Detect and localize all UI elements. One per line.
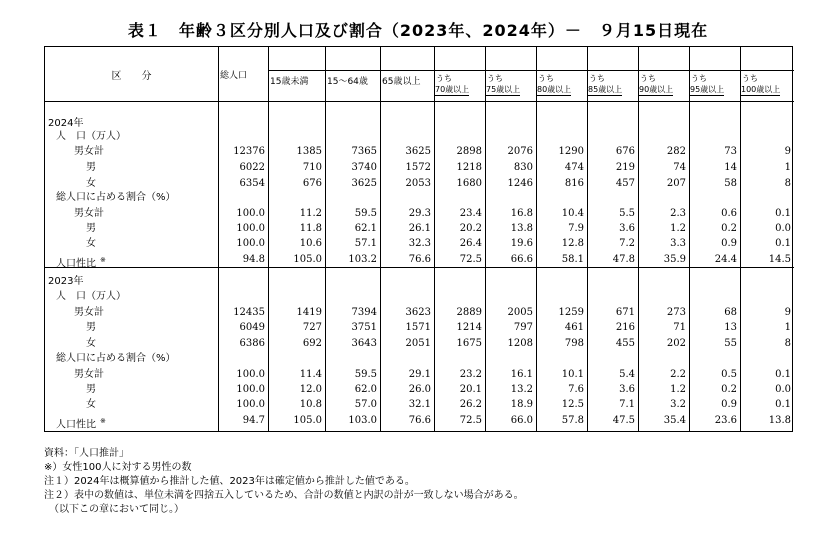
table-cell: 457 [615,178,635,189]
table-cell: 6354 [239,178,265,189]
table-cell: 12.0 [299,384,322,395]
table-cell: 1385 [296,146,322,157]
table-cell: 7365 [351,146,377,157]
table-cell: 0.1 [775,399,791,410]
table-cell: 103.0 [348,415,377,426]
note-line: 資料：「人口推計」 [44,448,129,459]
table-cell: 0.9 [721,238,737,249]
row-label-text: 男女計 [74,307,104,318]
row-label-text: 男女計 [74,146,104,157]
table-cell: 58 [724,178,737,189]
table-cell: 9 [784,146,791,157]
note-mark: ※ [100,417,106,425]
header-sub-divider [268,70,794,71]
table-cell: 3751 [351,322,377,333]
header-col-1: 15歳未満 [270,77,309,87]
row-label [56,353,176,365]
row-label [56,415,106,431]
header-col-6-prefix: うち [538,74,554,83]
table-cell: 3740 [351,162,377,173]
table-cell: 11.8 [299,223,322,234]
table-cell: 1571 [405,322,431,333]
table-cell: 3643 [351,338,377,349]
table-cell: 62.1 [354,223,377,234]
table-cell: 10.8 [299,399,322,410]
table-cell: 671 [615,307,635,318]
table-cell: 0.1 [775,369,791,380]
population-table [44,46,793,432]
table-cell: 11.4 [299,369,322,380]
row-label-text: 人 口（万人） [56,131,126,142]
table-cell: 219 [615,162,635,173]
table-cell: 26.2 [459,399,482,410]
row-label-text: 女 [86,399,96,410]
table-cell: 26.1 [408,223,431,234]
table-cell: 19.6 [510,238,533,249]
header-divider [45,101,794,102]
section-divider [45,267,794,268]
table-cell: 29.3 [408,208,431,219]
header-col-label: 70歳以上 [435,85,470,94]
header-col-10-prefix: うち [742,74,758,83]
table-cell: 3625 [405,146,431,157]
table-cell: 9 [784,307,791,318]
table-cell: 1290 [558,146,584,157]
table-cell: 5.4 [619,369,635,380]
table-cell: 35.9 [663,254,686,265]
table-cell: 7.1 [619,399,635,410]
table-cell: 3.6 [619,384,635,395]
row-label [86,338,96,350]
row-label-text: 女 [86,178,96,189]
table-cell: 2898 [456,146,482,157]
header-col-0: 総人口 [220,71,248,81]
table-cell: 273 [666,307,686,318]
table-cell: 100.0 [236,384,265,395]
table-cell: 1572 [405,162,431,173]
table-cell: 20.2 [459,223,482,234]
header-col-10 [741,85,780,96]
table-cell: 3.6 [619,223,635,234]
table-cell: 13.8 [510,223,533,234]
row-label [56,254,106,270]
table-cell: 797 [513,322,533,333]
row-label-text: 人口性比 [56,258,96,270]
table-cell: 59.5 [354,208,377,219]
table-cell: 202 [666,338,686,349]
table-cell: 57.0 [354,399,377,410]
header-col-label: 90歳以上 [639,85,674,94]
table-cell: 2.3 [670,208,686,219]
row-label [86,384,96,396]
header-col-5-prefix: うち [487,74,503,83]
table-cell: 47.8 [612,254,635,265]
table-cell: 66.6 [510,254,533,265]
header-col-9 [690,85,724,96]
table-cell: 3.3 [670,238,686,249]
row-label-text: 女 [86,338,96,349]
table-cell: 13 [724,322,737,333]
table-cell: 0.0 [775,384,791,395]
table-cell: 24.4 [714,254,737,265]
table-cell: 2005 [507,307,533,318]
table-cell: 26.0 [408,384,431,395]
table-cell: 2051 [405,338,431,349]
table-cell: 55 [724,338,737,349]
table-cell: 1 [784,162,791,173]
row-label-text: 人口性比 [56,419,96,431]
table-cell: 1.2 [670,223,686,234]
row-label [74,146,104,158]
header-col-2: 15～64歳 [327,77,368,87]
table-cell: 74 [673,162,686,173]
table-cell: 676 [615,146,635,157]
table-cell: 0.2 [721,384,737,395]
table-cell: 20.1 [459,384,482,395]
table-cell: 57.8 [561,415,584,426]
row-label [48,276,83,288]
table-cell: 57.1 [354,238,377,249]
row-label [86,238,96,250]
table-cell: 8 [784,178,791,189]
table-cell: 11.2 [299,208,322,219]
table-cell: 76.6 [408,415,431,426]
row-label-text: 総人口に占める割合（%） [56,192,176,203]
table-cell: 16.8 [510,208,533,219]
table-cell: 676 [302,178,322,189]
note-line: 注１）2024年は概算値から推計した値、2023年は確定値から推計した値である。 [44,476,415,487]
table-cell: 8 [784,338,791,349]
table-cell: 1.2 [670,384,686,395]
table-cell: 5.5 [619,208,635,219]
table-cell: 12.8 [561,238,584,249]
table-cell: 1259 [558,307,584,318]
row-label-text: 男 [86,162,96,173]
table-cell: 71 [673,322,686,333]
table-cell: 0.1 [775,238,791,249]
table-cell: 3625 [351,178,377,189]
table-cell: 692 [302,338,322,349]
row-label [56,131,126,143]
table-cell: 14 [724,162,737,173]
table-cell: 1214 [456,322,482,333]
table-cell: 29.1 [408,369,431,380]
table-cell: 72.5 [459,415,482,426]
table-cell: 216 [615,322,635,333]
table-cell: 0.6 [721,208,737,219]
header-col-5 [486,85,520,96]
table-cell: 12.5 [561,399,584,410]
table-cell: 13.2 [510,384,533,395]
table-cell: 94.8 [242,254,265,265]
table-cell: 455 [615,338,635,349]
table-cell: 798 [564,338,584,349]
header-col-label: 100歳以上 [741,85,781,94]
table-cell: 0.2 [721,223,737,234]
row-label-text: 人 口（万人） [56,291,126,302]
table-cell: 1680 [456,178,482,189]
table-notes [44,447,524,517]
table-cell: 710 [302,162,322,173]
table-cell: 1218 [456,162,482,173]
table-cell: 3.2 [670,399,686,410]
table-cell: 100.0 [236,369,265,380]
table-cell: 207 [666,178,686,189]
table-cell: 0.1 [775,208,791,219]
row-label [74,369,104,381]
row-label-text: 男 [86,384,96,395]
table-cell: 23.6 [714,415,737,426]
header-col-label: 95歳以上 [690,85,725,94]
table-cell: 7.6 [568,384,584,395]
table-cell: 100.0 [236,208,265,219]
header-col-3: 65歳以上 [382,77,421,87]
table-cell: 10.1 [561,369,584,380]
table-cell: 0.9 [721,399,737,410]
table-cell: 7.2 [619,238,635,249]
row-label-text: 男 [86,223,96,234]
table-cell: 35.4 [663,415,686,426]
header-col-7-prefix: うち [589,74,605,83]
table-cell: 18.9 [510,399,533,410]
table-cell: 1419 [296,307,322,318]
row-label [74,307,104,319]
table-cell: 76.6 [408,254,431,265]
table-cell: 2.2 [670,369,686,380]
header-col-4-prefix: うち [436,74,452,83]
table-cell: 10.4 [561,208,584,219]
table-cell: 727 [302,322,322,333]
table-cell: 1 [784,322,791,333]
table-cell: 474 [564,162,584,173]
row-label-text: 2024年 [48,118,84,129]
table-cell: 461 [564,322,584,333]
table-cell: 103.2 [348,254,377,265]
table-cell: 7.9 [568,223,584,234]
table-cell: 62.0 [354,384,377,395]
note-line: ※）女性100人に対する男性の数 [44,462,192,473]
table-cell: 23.2 [459,369,482,380]
row-label-text: 2023年 [48,276,84,287]
table-cell: 830 [513,162,533,173]
table-cell: 13.8 [768,415,791,426]
table-cell: 10.6 [299,238,322,249]
header-col-label: 80歳以上 [537,85,572,94]
table-cell: 105.0 [293,254,322,265]
table-cell: 2889 [456,307,482,318]
table-cell: 14.5 [768,254,791,265]
table-cell: 100.0 [236,223,265,234]
table-cell: 59.5 [354,369,377,380]
table-cell: 16.1 [510,369,533,380]
table-cell: 816 [564,178,584,189]
header-col-6 [537,85,571,96]
row-label [56,291,126,303]
row-label [86,178,96,190]
table-cell: 12435 [233,307,265,318]
table-cell: 6022 [239,162,265,173]
table-cell: 3623 [405,307,431,318]
row-label [56,192,176,204]
table-cell: 6386 [239,338,265,349]
table-cell: 100.0 [236,238,265,249]
table-cell: 58.1 [561,254,584,265]
note-line: 注２）表中の数値は、単位未満を四捨五入しているため、合計の数値と内訳の計が一致しない場合がある。 [44,490,524,501]
table-cell: 47.5 [612,415,635,426]
row-label [86,162,96,174]
row-label-text: 男女計 [74,208,104,219]
header-col-8-prefix: うち [640,74,656,83]
table-cell: 0.0 [775,223,791,234]
header-col-9-prefix: うち [691,74,707,83]
table-cell: 2053 [405,178,431,189]
table-cell: 66.0 [510,415,533,426]
table-cell: 1246 [507,178,533,189]
header-col-label: 85歳以上 [588,85,623,94]
row-label [86,399,96,411]
row-label [48,118,83,130]
table-cell: 6049 [239,322,265,333]
table-cell: 26.4 [459,238,482,249]
table-cell: 1208 [507,338,533,349]
row-label-text: 総人口に占める割合（%） [56,353,176,364]
row-label-text: 男女計 [74,369,104,380]
table-cell: 1675 [456,338,482,349]
header-col-8 [639,85,673,96]
table-cell: 73 [724,146,737,157]
row-label [74,208,104,220]
note-line: （以下この章において同じ。） [44,504,184,515]
row-label [86,223,96,235]
table-cell: 23.4 [459,208,482,219]
table-cell: 72.5 [459,254,482,265]
table-cell: 94.7 [242,415,265,426]
header-col-label: 75歳以上 [486,85,521,94]
table-cell: 0.5 [721,369,737,380]
page-title: 表１ 年齢３区分別人口及び割合（2023年、2024年）－ ９月15日現在 [127,21,709,40]
note-mark: ※ [100,256,106,264]
table-cell: 2076 [507,146,533,157]
header-category: 区 分 [111,71,152,82]
row-label [86,322,96,334]
table-cell: 105.0 [293,415,322,426]
table-cell: 282 [666,146,686,157]
header-col-7 [588,85,622,96]
table-cell: 7394 [351,307,377,318]
table-cell: 100.0 [236,399,265,410]
table-cell: 32.1 [408,399,431,410]
row-label-text: 男 [86,322,96,333]
table-cell: 68 [724,307,737,318]
table-cell: 12376 [233,146,265,157]
header-col-4 [435,85,469,96]
table-cell: 32.3 [408,238,431,249]
row-label-text: 女 [86,238,96,249]
